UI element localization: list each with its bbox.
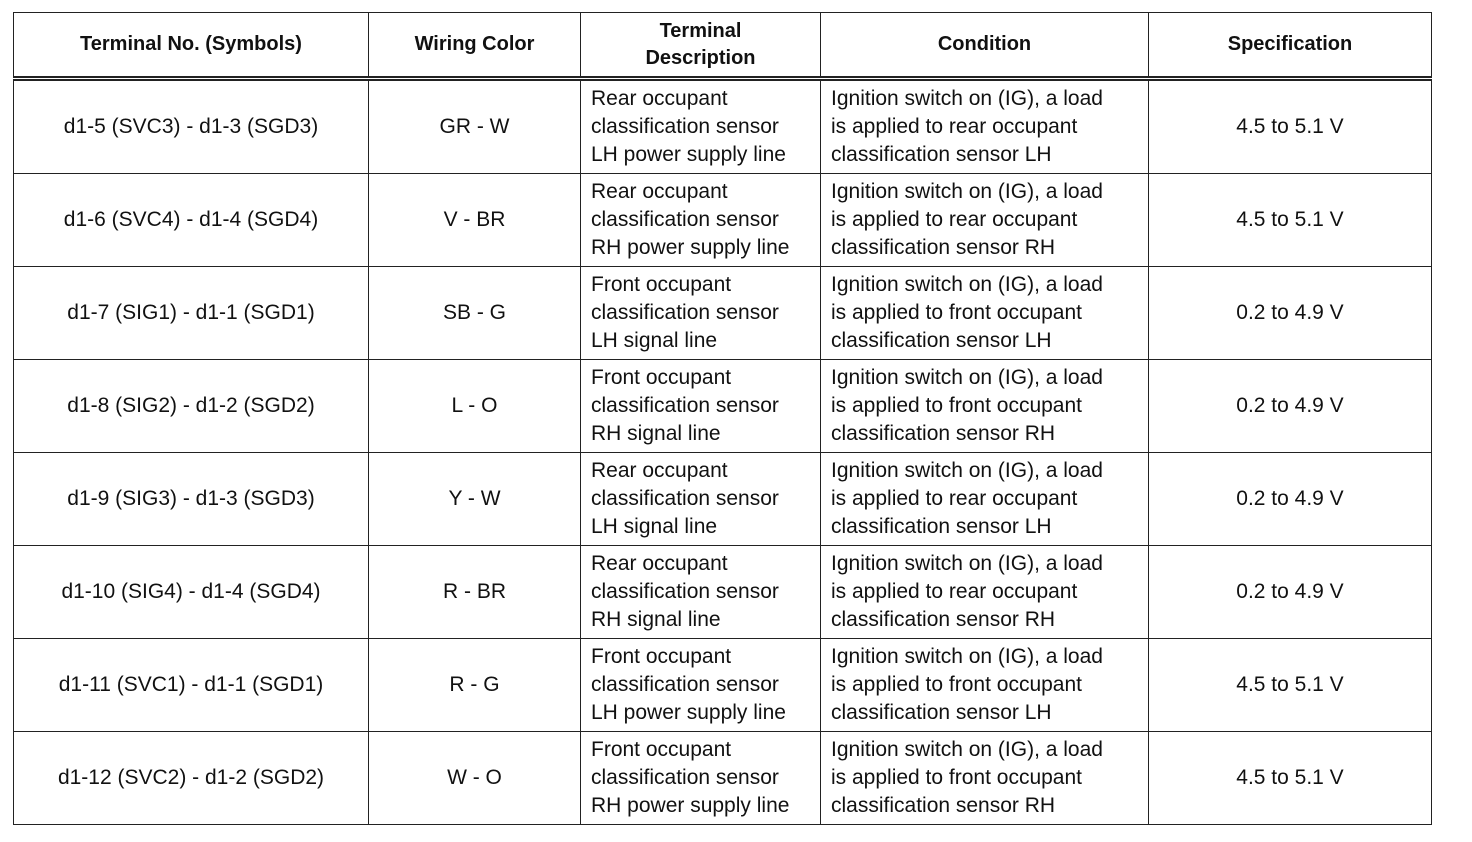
description-line: Front occupant (591, 273, 732, 296)
condition-cell (821, 732, 1149, 825)
header-terminal-description (581, 13, 821, 79)
description-line: classification sensor (591, 487, 779, 510)
condition-line: Ignition switch on (IG), a load (831, 459, 1103, 482)
wiring-color-cell: R - BR (369, 546, 581, 639)
header-wiring-color: Wiring Color (369, 13, 581, 79)
condition-line: classification sensor LH (831, 701, 1052, 724)
description-line: Rear occupant (591, 459, 728, 482)
terminal-cell: d1-5 (SVC3) - d1-3 (SGD3) (14, 79, 369, 174)
description-line: Rear occupant (591, 87, 728, 110)
terminal-description-cell (581, 267, 821, 360)
terminal-cell: d1-10 (SIG4) - d1-4 (SGD4) (14, 546, 369, 639)
terminal-description-cell (581, 79, 821, 174)
condition-line: is applied to front occupant (831, 394, 1082, 417)
terminal-cell: d1-9 (SIG3) - d1-3 (SGD3) (14, 453, 369, 546)
condition-line: is applied to front occupant (831, 673, 1082, 696)
condition-cell (821, 546, 1149, 639)
condition-line: classification sensor RH (831, 608, 1056, 631)
specification-cell: 0.2 to 4.9 V (1149, 546, 1432, 639)
specification-cell: 4.5 to 5.1 V (1149, 174, 1432, 267)
table-row (14, 174, 1432, 267)
table-row (14, 360, 1432, 453)
wiring-color-cell: V - BR (369, 174, 581, 267)
condition-line: Ignition switch on (IG), a load (831, 87, 1103, 110)
header-terminal-no: Terminal No. (Symbols) (14, 13, 369, 79)
table-row (14, 732, 1432, 825)
wiring-color-cell: SB - G (369, 267, 581, 360)
description-line: classification sensor (591, 301, 779, 324)
wiring-color-cell: W - O (369, 732, 581, 825)
wiring-color-cell: Y - W (369, 453, 581, 546)
condition-line: is applied to rear occupant (831, 208, 1078, 231)
specification-cell: 0.2 to 4.9 V (1149, 267, 1432, 360)
description-line: classification sensor (591, 766, 779, 789)
condition-cell (821, 267, 1149, 360)
specification-cell: 4.5 to 5.1 V (1149, 732, 1432, 825)
description-line: Front occupant (591, 366, 732, 389)
header-terminal-description-line-1: Terminal (659, 19, 742, 42)
condition-line: Ignition switch on (IG), a load (831, 645, 1103, 668)
terminal-cell: d1-11 (SVC1) - d1-1 (SGD1) (14, 639, 369, 732)
table-row (14, 79, 1432, 174)
terminal-cell: d1-12 (SVC2) - d1-2 (SGD2) (14, 732, 369, 825)
terminal-description-cell (581, 732, 821, 825)
terminal-cell: d1-6 (SVC4) - d1-4 (SGD4) (14, 174, 369, 267)
condition-line: classification sensor LH (831, 143, 1052, 166)
terminal-description-cell (581, 174, 821, 267)
description-line: Front occupant (591, 738, 732, 761)
wiring-color-cell: R - G (369, 639, 581, 732)
description-line: Rear occupant (591, 552, 728, 575)
description-line: classification sensor (591, 580, 779, 603)
wiring-color-cell: GR - W (369, 79, 581, 174)
condition-line: Ignition switch on (IG), a load (831, 552, 1103, 575)
description-line: RH signal line (591, 608, 721, 631)
table-row (14, 639, 1432, 732)
terminal-cell: d1-8 (SIG2) - d1-2 (SGD2) (14, 360, 369, 453)
description-line: Front occupant (591, 645, 732, 668)
condition-cell (821, 79, 1149, 174)
condition-line: Ignition switch on (IG), a load (831, 366, 1103, 389)
table-body (14, 79, 1432, 825)
description-line: LH signal line (591, 329, 718, 352)
condition-line: is applied to front occupant (831, 301, 1082, 324)
specification-cell: 4.5 to 5.1 V (1149, 79, 1432, 174)
condition-cell (821, 174, 1149, 267)
specification-cell: 0.2 to 4.9 V (1149, 360, 1432, 453)
terminal-spec-table (13, 12, 1432, 825)
description-line: classification sensor (591, 115, 779, 138)
table-row (14, 546, 1432, 639)
header-terminal-description-line-2: Description (645, 46, 756, 69)
wiring-color-cell: L - O (369, 360, 581, 453)
terminal-description-cell (581, 639, 821, 732)
terminal-cell: d1-7 (SIG1) - d1-1 (SGD1) (14, 267, 369, 360)
table-row (14, 267, 1432, 360)
specification-cell: 4.5 to 5.1 V (1149, 639, 1432, 732)
description-line: LH signal line (591, 515, 718, 538)
condition-line: classification sensor RH (831, 422, 1056, 445)
condition-cell (821, 360, 1149, 453)
description-line: LH power supply line (591, 143, 786, 166)
terminal-description-cell (581, 453, 821, 546)
header-condition: Condition (821, 13, 1149, 79)
description-line: classification sensor (591, 673, 779, 696)
description-line: RH power supply line (591, 794, 790, 817)
description-line: RH signal line (591, 422, 721, 445)
description-line: classification sensor (591, 394, 779, 417)
specification-cell: 0.2 to 4.9 V (1149, 453, 1432, 546)
condition-line: is applied to rear occupant (831, 580, 1078, 603)
condition-line: Ignition switch on (IG), a load (831, 738, 1103, 761)
condition-cell (821, 639, 1149, 732)
description-line: classification sensor (591, 208, 779, 231)
description-line: Rear occupant (591, 180, 728, 203)
description-line: RH power supply line (591, 236, 790, 259)
terminal-description-cell (581, 546, 821, 639)
condition-line: Ignition switch on (IG), a load (831, 273, 1103, 296)
table-row (14, 453, 1432, 546)
table-header-row (14, 13, 1432, 79)
description-line: LH power supply line (591, 701, 786, 724)
condition-line: classification sensor LH (831, 515, 1052, 538)
condition-cell (821, 453, 1149, 546)
condition-line: classification sensor RH (831, 236, 1056, 259)
condition-line: is applied to front occupant (831, 766, 1082, 789)
condition-line: Ignition switch on (IG), a load (831, 180, 1103, 203)
spec-sheet (13, 12, 1431, 825)
condition-line: is applied to rear occupant (831, 487, 1078, 510)
condition-line: is applied to rear occupant (831, 115, 1078, 138)
terminal-description-cell (581, 360, 821, 453)
condition-line: classification sensor RH (831, 794, 1056, 817)
condition-line: classification sensor LH (831, 329, 1052, 352)
header-specification: Specification (1149, 13, 1432, 79)
